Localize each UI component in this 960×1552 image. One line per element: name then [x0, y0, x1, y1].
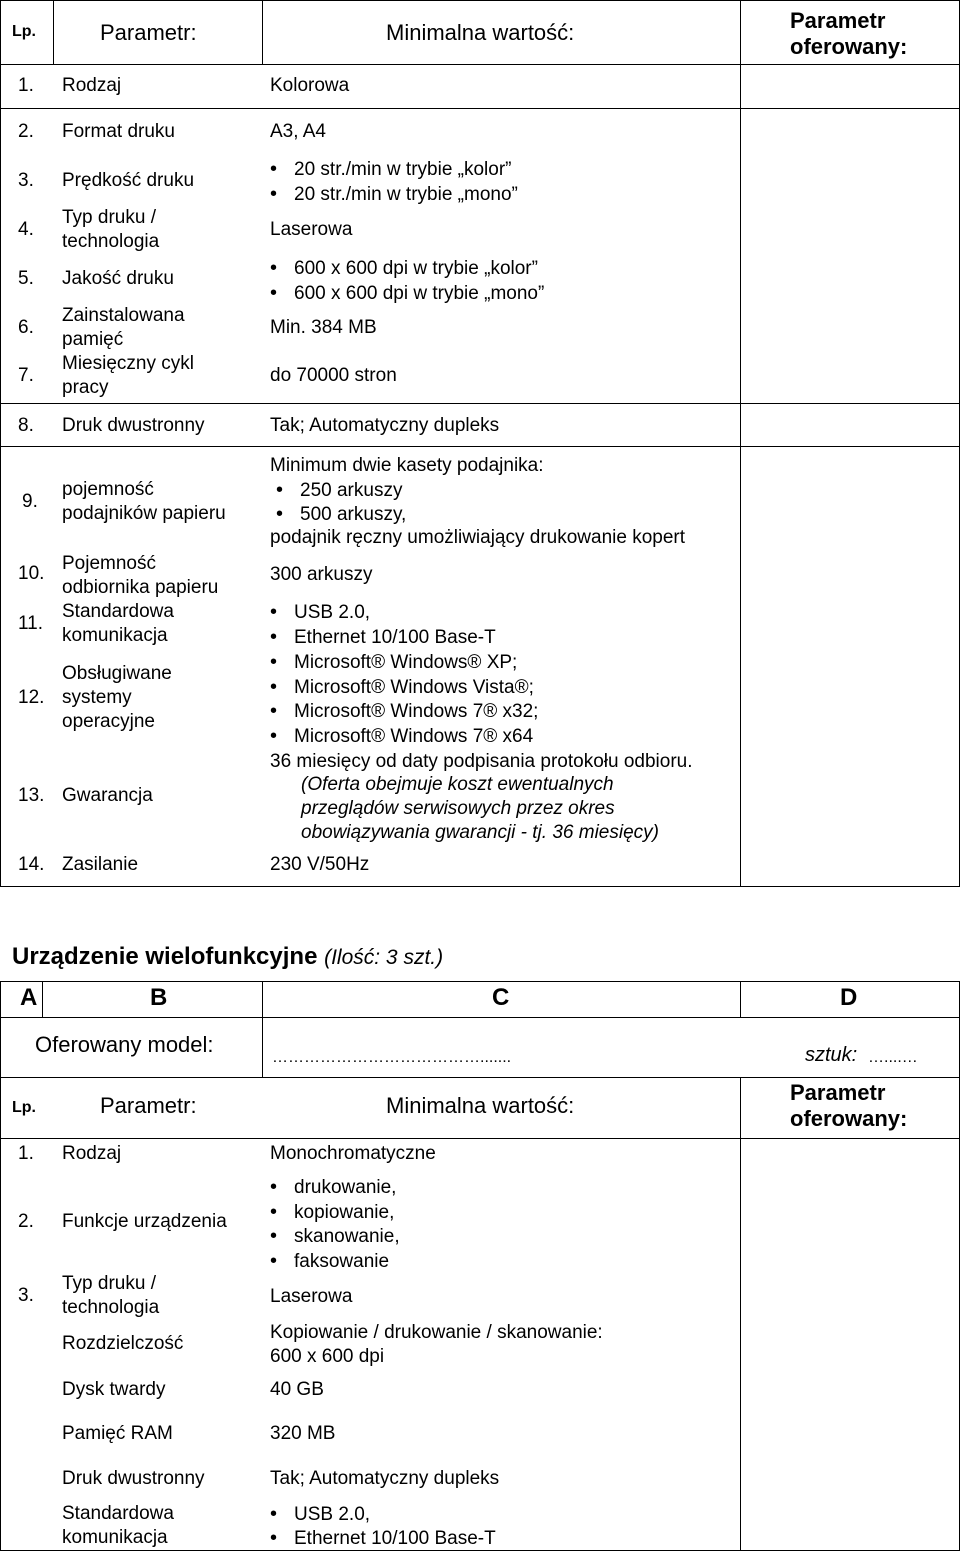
param-name: Rozdzielczość	[62, 1333, 184, 1354]
param-name: Zainstalowana	[62, 305, 185, 326]
param-name: odbiornika papieru	[62, 577, 219, 598]
param-value: 320 MB	[270, 1423, 336, 1444]
header-min-value: Minimalna wartość:	[386, 1093, 575, 1118]
section-title	[12, 942, 443, 973]
param-name: technologia	[62, 1297, 160, 1318]
t1-col-rule	[740, 0, 741, 887]
param-name: pracy	[62, 377, 109, 398]
param-value: 300 arkuszy	[270, 564, 373, 585]
warranty-note: przeglądów serwisowych przez okres	[301, 798, 615, 819]
param-value: Kolorowa	[270, 75, 350, 96]
warranty-note: (Oferta obejmuje koszt ewentualnych	[301, 774, 614, 795]
column-c: C	[492, 984, 510, 1011]
row-number: 10.	[18, 563, 45, 584]
param-value: Min. 384 MB	[270, 317, 377, 338]
param-name: Format druku	[62, 121, 175, 142]
param-value: Tak; Automatyczny dupleks	[270, 415, 500, 436]
header-lp: Lp.	[12, 1099, 36, 1116]
t2-border-top	[0, 981, 960, 982]
bullet-item: • 20 str./min w trybie „mono”	[270, 182, 518, 207]
row-number: 3.	[18, 1285, 34, 1306]
row-number: 9.	[22, 491, 38, 512]
bullet-item: • kopiowanie,	[270, 1200, 394, 1225]
bullet-item: • skanowanie,	[270, 1224, 400, 1249]
row-number: 13.	[18, 785, 45, 806]
param-name: Rodzaj	[62, 75, 122, 96]
column-a: A	[20, 984, 38, 1011]
param-value: 600 x 600 dpi	[270, 1346, 385, 1367]
header-min-value: Minimalna wartość:	[386, 20, 575, 45]
param-value: Laserowa	[270, 219, 353, 240]
param-name: Rodzaj	[62, 1143, 122, 1164]
row-number: 1.	[18, 75, 34, 96]
t1-rule	[0, 446, 960, 447]
t2-col-rule	[262, 1017, 263, 1077]
row-number: 8.	[18, 415, 34, 436]
param-name: Zasilanie	[62, 854, 139, 875]
param-name: Pojemność	[62, 553, 156, 574]
param-name: Standardowa	[62, 601, 174, 622]
bullet-item: • Microsoft® Windows 7® x32;	[270, 699, 538, 724]
bullet-item: • Microsoft® Windows® XP;	[270, 650, 517, 675]
param-value: Laserowa	[270, 1286, 353, 1307]
t1-border-left	[0, 0, 1, 887]
header-parametr: Parametr:	[100, 20, 197, 45]
row-number: 12.	[18, 687, 45, 708]
param-name: pojemność	[62, 479, 154, 500]
param-value: do 70000 stron	[270, 365, 397, 386]
t1-border-bottom	[0, 886, 960, 887]
bullet-item: • 600 x 600 dpi w trybie „mono”	[270, 281, 544, 306]
param-name: Druk dwustronny	[62, 1468, 205, 1489]
bullet-item: • 500 arkuszy,	[276, 502, 406, 527]
row-number: 5.	[18, 268, 34, 289]
quantity-label: sztuk:	[805, 1044, 858, 1066]
offered-model-label: Oferowany model:	[35, 1032, 214, 1057]
param-name: Obsługiwane	[62, 663, 172, 684]
t2-rule	[0, 1077, 960, 1078]
row-number: 1.	[18, 1143, 34, 1164]
bullet-item: • 20 str./min w trybie „kolor”	[270, 157, 512, 182]
param-name: Dysk twardy	[62, 1379, 166, 1400]
param-value: A3, A4	[270, 121, 326, 142]
quantity-fill-dots[interactable]: …....…	[868, 1049, 918, 1066]
param-name: Gwarancja	[62, 785, 153, 806]
column-d: D	[840, 984, 858, 1011]
t2-border-left	[0, 981, 1, 1551]
bullet-item: • Microsoft® Windows 7® x64	[270, 724, 533, 749]
t2-rule	[0, 1138, 960, 1139]
param-value: 36 miesięcy od daty podpisania protokołu odbioru.	[270, 751, 693, 772]
device-title: Urządzenie wielofunkcyjne	[12, 943, 318, 970]
row-number: 2.	[18, 1211, 34, 1232]
param-name: Druk dwustronny	[62, 415, 205, 436]
param-value: 40 GB	[270, 1379, 324, 1400]
header-lp: Lp.	[12, 23, 36, 40]
t2-rule	[0, 1017, 960, 1018]
row-number: 3.	[18, 170, 34, 191]
param-name: komunikacja	[62, 625, 168, 646]
param-value: Monochromatyczne	[270, 1143, 436, 1164]
bullet-item: • Microsoft® Windows Vista®;	[270, 675, 534, 700]
param-name: podajników papieru	[62, 503, 226, 524]
bullet-item: • 250 arkuszy	[276, 478, 402, 503]
row-number: 4.	[18, 219, 34, 240]
bullet-item: • USB 2.0,	[270, 1502, 370, 1527]
param-value: Kopiowanie / drukowanie / skanowanie:	[270, 1322, 603, 1343]
row-number: 14.	[18, 854, 45, 875]
bullet-item: • USB 2.0,	[270, 600, 370, 625]
param-value: Minimum dwie kasety podajnika:	[270, 455, 544, 476]
bullet-item: • Ethernet 10/100 Base-T	[270, 1526, 496, 1551]
column-b: B	[150, 984, 168, 1011]
param-name: Prędkość druku	[62, 170, 195, 191]
t1-border-top	[0, 0, 960, 1]
bullet-item: • drukowanie,	[270, 1175, 396, 1200]
header-offered-2: oferowany:	[790, 1106, 908, 1131]
header-offered-2: oferowany:	[790, 34, 908, 59]
device-quantity: (Ilość: 3 szt.)	[324, 946, 444, 969]
bullet-item: • faksowanie	[270, 1249, 389, 1274]
header-parametr: Parametr:	[100, 1093, 197, 1118]
param-name: Pamięć RAM	[62, 1423, 173, 1444]
model-fill-dots[interactable]: ………………………………….......	[272, 1049, 512, 1066]
t2-col-rule	[262, 981, 263, 1017]
t1-col-rule	[53, 0, 54, 64]
param-name: systemy	[62, 687, 132, 708]
row-number: 6.	[18, 317, 34, 338]
t1-rule	[0, 64, 960, 65]
param-value: Tak; Automatyczny dupleks	[270, 1468, 500, 1489]
t1-rule	[0, 403, 960, 404]
param-value: 230 V/50Hz	[270, 854, 370, 875]
bullet-item: • 600 x 600 dpi w trybie „kolor”	[270, 256, 538, 281]
param-name: pamięć	[62, 329, 124, 350]
warranty-note: obowiązywania gwarancji - tj. 36 miesięcy)	[301, 822, 659, 843]
param-name: Standardowa	[62, 1503, 174, 1524]
t1-rule	[0, 108, 960, 109]
param-name: Jakość druku	[62, 268, 174, 289]
t2-col-rule	[42, 981, 43, 1017]
param-name: technologia	[62, 231, 160, 252]
t2-col-rule	[740, 981, 741, 1017]
param-name: Funkcje urządzenia	[62, 1211, 227, 1232]
param-name: Miesięczny cykl	[62, 353, 194, 374]
t2-col-rule	[740, 1077, 741, 1551]
row-number: 11.	[18, 613, 44, 634]
row-number: 7.	[18, 365, 34, 386]
row-number: 2.	[18, 121, 34, 142]
param-name: operacyjne	[62, 711, 155, 732]
param-name: komunikacja	[62, 1527, 168, 1548]
param-value: podajnik ręczny umożliwiający drukowanie kopert	[270, 527, 686, 548]
param-name: Typ druku /	[62, 207, 156, 228]
t1-col-rule	[262, 0, 263, 64]
header-offered-1: Parametr	[790, 8, 886, 33]
header-offered-1: Parametr	[790, 1080, 886, 1105]
bullet-item: • Ethernet 10/100 Base-T	[270, 625, 496, 650]
param-name: Typ druku /	[62, 1273, 156, 1294]
